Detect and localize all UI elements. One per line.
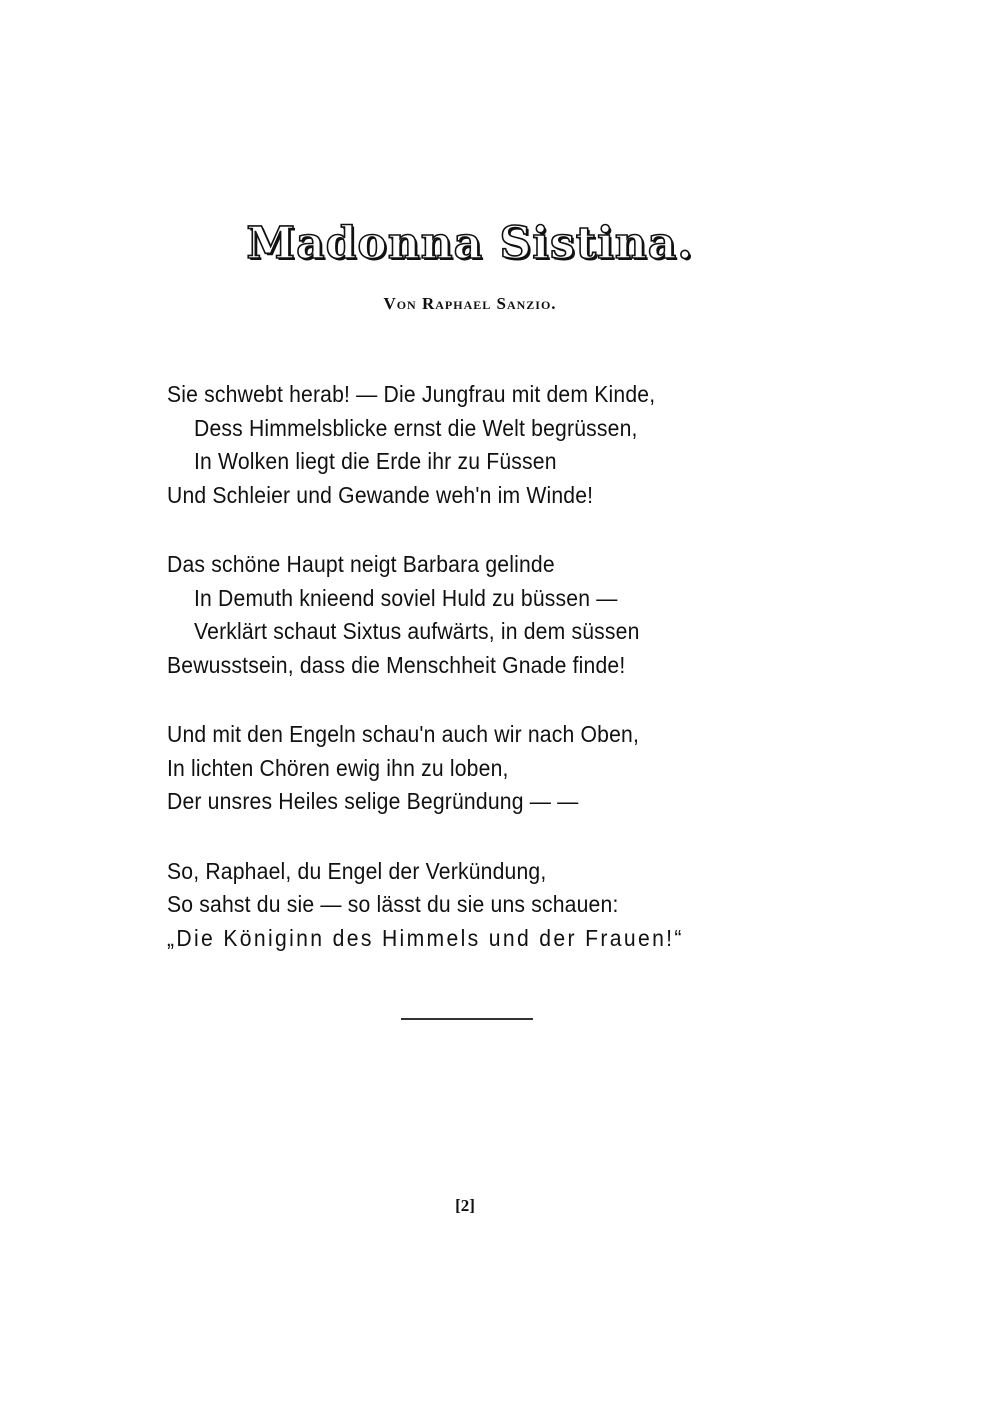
- poem-line: Dess Himmelsblicke ernst die Welt begrüssen,: [194, 414, 638, 441]
- poem-line: So, Raphael, du Engel der Verkündung,: [167, 857, 547, 884]
- poem-line: So sahst du sie — so lässt du sie uns schauen:: [167, 891, 619, 917]
- stanza-4: [167, 855, 847, 956]
- poem-line: Und Schleier und Gewande weh'n im Winde!: [167, 481, 594, 508]
- stanza-2: [167, 548, 847, 682]
- poem-line: Sie schwebt herab! — Die Jungfrau mit dem Kinde,: [167, 381, 656, 407]
- section-divider: [401, 1018, 533, 1020]
- stanza-1: [167, 378, 847, 512]
- page-number: [2]: [455, 1196, 475, 1215]
- poem-title: Madonna Sistina.: [246, 218, 694, 269]
- poem-line: Der unsres Heiles selige Begründung — —: [167, 788, 579, 814]
- poem-body: [167, 378, 847, 991]
- poem-byline: Von Raphael Sanzio.: [383, 294, 557, 313]
- poem-line: Bewusstsein, dass die Menschheit Gnade finde!: [167, 651, 626, 678]
- stanza-3: [167, 718, 847, 819]
- poem-line: In Demuth knieend soviel Huld zu büssen —: [194, 584, 618, 611]
- poem-line: In lichten Chören ewig ihn zu loben,: [167, 754, 509, 781]
- poem-line: „Die Königinn des Himmels und der Frauen!“: [167, 924, 684, 951]
- poem-line: Verklärt schaut Sixtus aufwärts, in dem süssen: [194, 618, 640, 644]
- poem-line: Und mit den Engeln schau'n auch wir nach Oben,: [167, 721, 640, 747]
- poem-line: In Wolken liegt die Erde ihr zu Füssen: [194, 448, 557, 474]
- poem-line: Das schöne Haupt neigt Barbara gelinde: [167, 551, 555, 577]
